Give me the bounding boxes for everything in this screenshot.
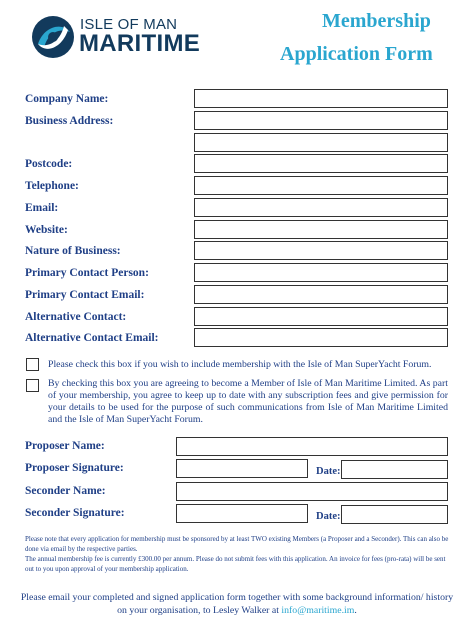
email-field[interactable]	[194, 198, 448, 217]
logo-text-isle-of-man: ISLE OF MAN	[80, 16, 178, 33]
superyacht-checkbox-text: Please check this box if you wish to include membership with the Isle of Man SuperYacht Forum.	[48, 359, 432, 370]
seconder-signature-label: Seconder Signature:	[25, 507, 125, 519]
nature-of-business-field[interactable]	[194, 241, 448, 260]
form-title-line1: Membership	[322, 10, 431, 32]
proposer-date-field[interactable]	[341, 460, 448, 479]
fee-note: The annual membership fee is currently £300.00 per annum. Please do not submit fees with this application. An invoice for fees (pro-rata) will be sent out to you upon approval of your membership application.	[25, 555, 446, 573]
business-address-field-2[interactable]	[194, 133, 448, 152]
website-field[interactable]	[194, 220, 448, 239]
footer-end: .	[354, 604, 357, 616]
company-name-label: Company Name:	[25, 93, 109, 105]
business-address-field-1[interactable]	[194, 111, 448, 130]
footer-email-link[interactable]: info@maritime.im	[281, 604, 355, 616]
telephone-field[interactable]	[194, 176, 448, 195]
seconder-signature-field[interactable]	[176, 504, 308, 523]
postcode-label: Postcode:	[25, 158, 73, 170]
proposer-signature-label: Proposer Signature:	[25, 462, 124, 474]
postcode-field[interactable]	[194, 154, 448, 173]
form-title-line2: Application Form	[280, 43, 433, 65]
telephone-label: Telephone:	[25, 180, 79, 192]
agreement-checkbox-text: By checking this box you are agreeing to become a Member of Isle of Man Maritime Limited. As part of your membership, you agree to keep up to date with any subscription fees and give permission for your details to be used for the purpose of such communications from Isle of Man Maritime Limited and the Isle of Man SuperYacht Forum.	[48, 378, 448, 425]
alternative-contact-email-field[interactable]	[194, 328, 448, 347]
nature-of-business-label: Nature of Business:	[25, 245, 121, 257]
footer-instructions	[20, 592, 454, 617]
footer-text: Please email your completed and signed application form together with some background information/ history on your organisation, to Lesley Walker at	[20, 592, 454, 616]
superyacht-checkbox[interactable]	[26, 358, 39, 371]
seconder-date-label: Date:	[316, 511, 341, 522]
primary-contact-person-field[interactable]	[194, 263, 448, 282]
sponsor-note: Please note that every application for membership must be sponsored by at least TWO existing Members (a Proposer and a Seconder). This can also be done via email by the respective parties.	[25, 535, 449, 553]
website-label: Website:	[25, 224, 68, 236]
email-label: Email:	[25, 202, 59, 214]
proposer-name-field[interactable]	[176, 437, 448, 456]
seconder-name-field[interactable]	[176, 482, 448, 501]
alternative-contact-email-label: Alternative Contact Email:	[25, 332, 159, 344]
seconder-name-label: Seconder Name:	[25, 485, 106, 497]
primary-contact-email-field[interactable]	[194, 285, 448, 304]
agreement-checkbox[interactable]	[26, 379, 39, 392]
business-address-label: Business Address:	[25, 115, 114, 127]
company-name-field[interactable]	[194, 89, 448, 108]
alternative-contact-label: Alternative Contact:	[25, 311, 127, 323]
proposer-signature-field[interactable]	[176, 459, 308, 478]
alternative-contact-field[interactable]	[194, 307, 448, 326]
proposer-date-label: Date:	[316, 466, 341, 477]
maritime-logo-icon	[30, 14, 76, 60]
primary-contact-email-label: Primary Contact Email:	[25, 289, 145, 301]
primary-contact-person-label: Primary Contact Person:	[25, 267, 149, 279]
logo-text-maritime: MARITIME	[79, 30, 201, 57]
proposer-name-label: Proposer Name:	[25, 440, 105, 452]
seconder-date-field[interactable]	[341, 505, 448, 524]
